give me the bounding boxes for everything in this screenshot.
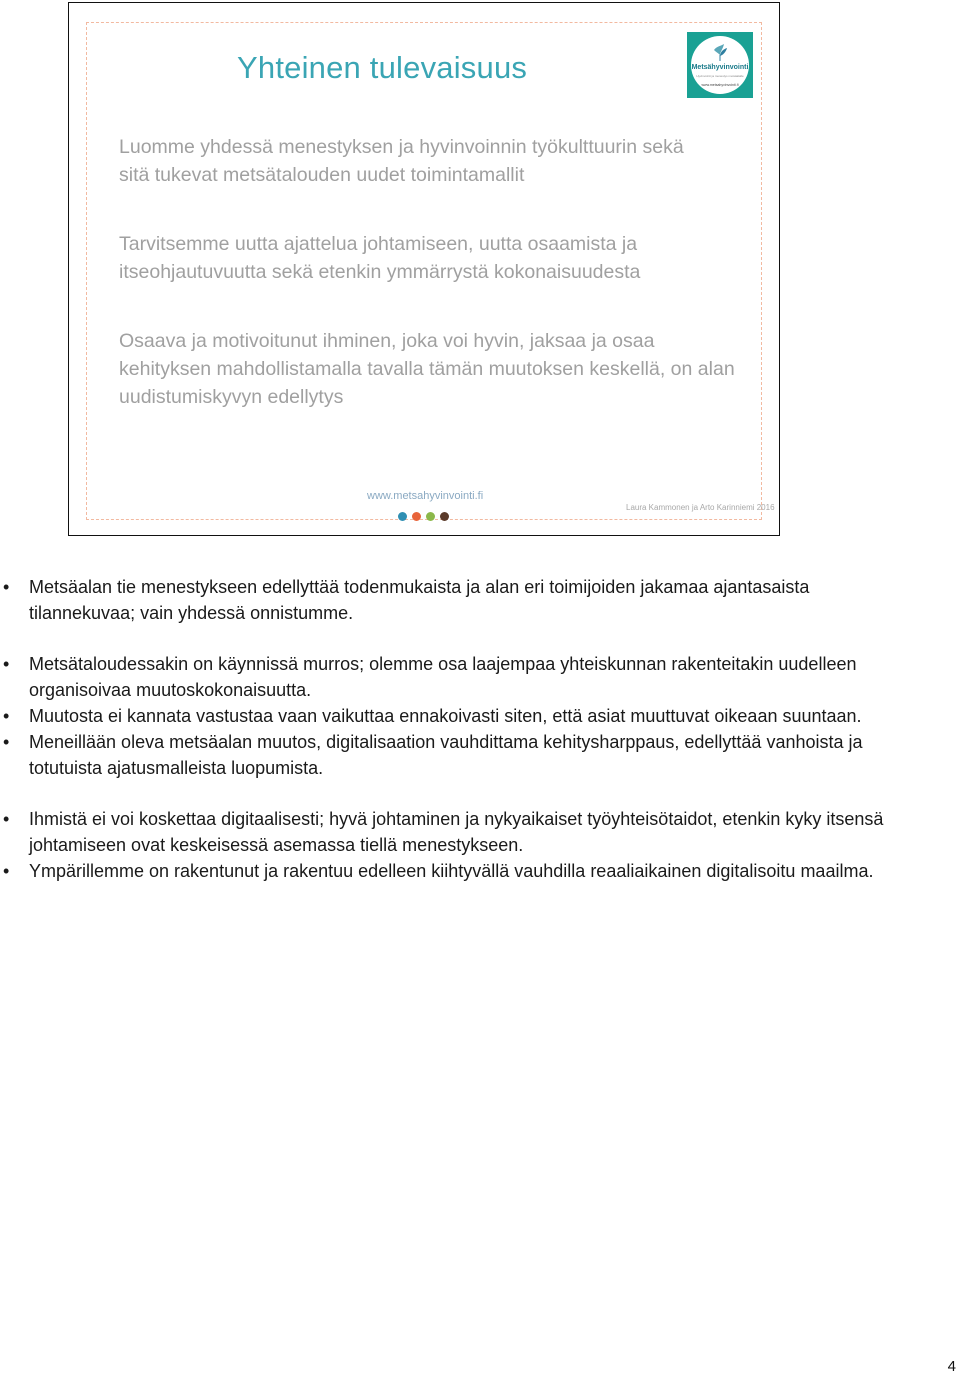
dot-blue (398, 512, 407, 521)
note-text: Metsätaloudessakin on käynnissä murros; olemme osa laajempaa yhteiskunnan rakenteitakin uudelleen organisoivaa muutoskokonaisuutta. (29, 654, 857, 700)
note-text: Meneillään oleva metsäalan muutos, digitalisaation vauhdittama kehitysharppaus, edellyttää vanhoista ja totutuista ajatusmalleista luopumista. (29, 732, 863, 778)
slide-paragraph-3: Osaava ja motivoitunut ihminen, joka voi hyvin, jaksaa ja osaa kehityksen mahdollistamalla tavalla tämän muutoksen keskellä, on alan uudistumiskyvyn edellytys (119, 330, 735, 408)
slide-color-dots (398, 512, 449, 521)
bullet-icon: • (3, 861, 10, 881)
slide-title: Yhteinen tulevaisuus (237, 50, 528, 85)
dot-green (426, 512, 435, 521)
bullet-icon: • (3, 809, 10, 829)
bullet-icon: • (3, 732, 10, 752)
note-text: Metsäalan tie menestykseen edellyttää todenmukaista ja alan eri toimijoiden jakamaa ajantasaista tilannekuvaa; vain yhdessä onnistumme. (29, 577, 810, 623)
metsahyvinvointi-logo (687, 32, 753, 98)
logo-name: Metsähyvinvointi (691, 64, 749, 71)
slide-paragraph-2: Tarvitsemme uutta ajattelua johtamiseen, uutta osaamista ja itseohjautuvuutta sekä etenkin ymmärrystä kokonaisuudesta (119, 233, 641, 283)
note-item (0, 651, 900, 703)
slide-paragraph-1: Luomme yhdessä menestyksen ja hyvinvoinnin työkulttuurin sekä sitä tukevat metsätalouden uudet toimintamallit (119, 136, 684, 186)
note-text: Ympärillemme on rakentunut ja rakentuu edelleen kiihtyvällä vauhdilla reaaliaikainen digitalisoitu maailma. (29, 861, 874, 881)
slide-credit: Laura Kammonen ja Arto Karinniemi 2016 (626, 503, 775, 512)
note-item (0, 729, 900, 781)
bullet-icon: • (3, 706, 10, 726)
dot-orange (412, 512, 421, 521)
logo-tagline: Hyvinvointi ja menestys metsäalalle (696, 74, 744, 78)
speaker-notes (0, 574, 900, 884)
logo-url: www.metsahyvinvointi.fi (701, 83, 739, 87)
bullet-icon: • (3, 654, 10, 674)
note-item (0, 858, 900, 884)
bird-leaf-icon (712, 44, 728, 62)
slide-footer-url: www.metsahyvinvointi.fi (367, 490, 484, 502)
logo-circle (691, 36, 749, 94)
note-item (0, 574, 900, 626)
note-item (0, 703, 900, 729)
note-text: Ihmistä ei voi koskettaa digitaalisesti; hyvä johtaminen ja nykyaikaiset työyhteisötaidot, etenkin kyky itsensä johtamiseen ovat keskeisessä asemassa tiellä menestykseen. (29, 809, 884, 855)
dot-brown (440, 512, 449, 521)
bullet-icon: • (3, 577, 10, 597)
note-item (0, 806, 900, 858)
note-text: Muutosta ei kannata vastustaa vaan vaikuttaa ennakoivasti siten, että asiat muuttuvat oikeaan suuntaan. (29, 706, 862, 726)
page-number: 4 (947, 1358, 956, 1375)
